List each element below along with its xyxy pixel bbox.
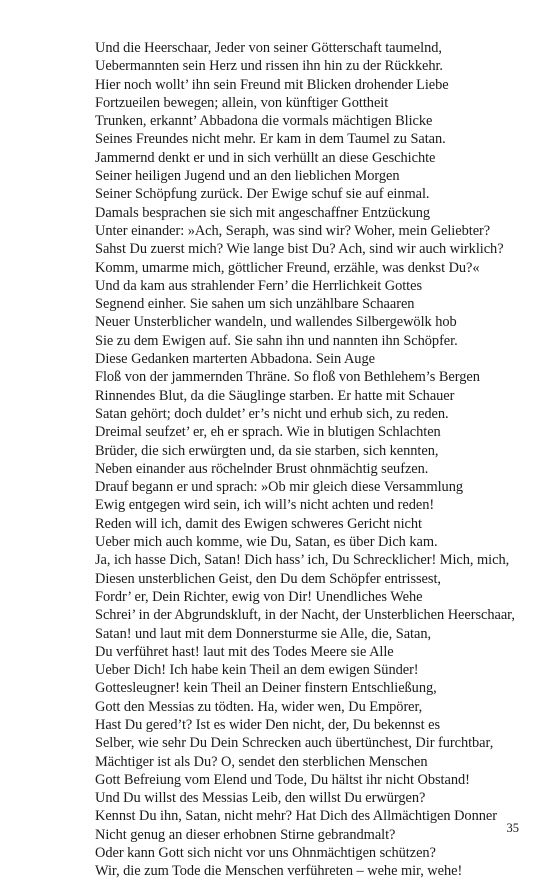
verse-line: Wir, die zum Tode die Menschen verführeten – wehe mir, wehe! [95, 863, 463, 880]
verse-line: Damals besprachen sie sich mit angeschaffner Entzückung [95, 204, 431, 221]
verse-line: Sahst Du zuerst mich? Wie lange bist Du? Ach, sind wir auch wirklich? [95, 241, 504, 258]
verse-line: Segnend einher. Sie sahen um sich unzählbare Schaaren [95, 296, 415, 313]
verse-line: Fortzueilen bewegen; allein, von künftiger Gottheit [95, 94, 389, 111]
verse-line: Satan! und laut mit dem Donnersturme sie Alle, die, Satan, [95, 625, 432, 642]
verse-line: Rinnendes Blut, da die Säuglinge starben. Er hatte mit Schauer [95, 387, 455, 404]
verse-line: Schrei’ in der Abgrundskluft, in der Nacht, der Unsterblichen Heerschaar, [95, 607, 515, 624]
verse-line: Drauf begann er und sprach: »Ob mir gleich diese Versammlung [95, 479, 463, 496]
verse-line: Gott Befreiung vom Elend und Tode, Du hältst ihr nicht Obstand! [95, 771, 470, 788]
verse-line: Fordr’ er, Dein Richter, ewig von Dir! Unendliches Wehe [95, 588, 423, 605]
verse-line: Ueber mich auch komme, wie Du, Satan, es über Dich kam. [95, 534, 438, 551]
verse-text-block [95, 39, 535, 881]
verse-line: Ja, ich hasse Dich, Satan! Dich hass’ ich, Du Schrecklicher! Mich, mich, [95, 552, 510, 569]
verse-line: Diesen unsterblichen Geist, den Du dem Schöpfer entrissest, [95, 570, 441, 587]
verse-line: Du verführet hast! laut mit des Todes Meere sie Alle [95, 643, 394, 660]
verse-line: Brüder, die sich erwürgten und, da sie starben, sich kennten, [95, 442, 439, 459]
verse-line: Unter einander: »Ach, Seraph, was sind wir? Woher, mein Geliebter? [95, 222, 491, 239]
verse-line: Seines Freundes nicht mehr. Er kam in dem Taumel zu Satan. [95, 131, 446, 148]
verse-line: Hast Du gered’t? Ist es wider Den nicht, der, Du bekennst es [95, 716, 441, 733]
verse-line: Nicht genug an dieser erhobnen Stirne gebrandmalt? [95, 826, 396, 843]
verse-line: Jammernd denkt er und in sich verhüllt an diese Geschichte [95, 149, 436, 166]
verse-line: Gottesleugner! kein Theil an Deiner finstern Entschließung, [95, 680, 437, 697]
verse-line: Gott den Messias zu tödten. Ha, wider wen, Du Empörer, [95, 698, 423, 715]
verse-line: Seiner heiligen Jugend und an den lieblichen Morgen [95, 168, 400, 185]
verse-line: Neben einander aus röchelnder Brust ohnmächtig seufzen. [95, 460, 429, 477]
verse-line: Satan gehört; doch duldet’ er’s nicht und erhub sich, zu reden. [95, 405, 449, 422]
verse-line: Floß von der jammernden Thräne. So floß von Bethlehem’s Bergen [95, 369, 480, 386]
verse-line: Komm, umarme mich, göttlicher Freund, erzähle, was denkst Du?« [95, 259, 480, 276]
verse-line: Oder kann Gott sich nicht vor uns Ohnmächtigen schützen? [95, 845, 436, 862]
verse-line: Ueber Dich! Ich habe kein Theil an dem ewigen Sünder! [95, 662, 419, 679]
verse-line: Und Du willst des Messias Leib, den willst Du erwürgen? [95, 790, 426, 807]
verse-line: Neuer Unsterblicher wandeln, und wallendes Silbergewölk hob [95, 314, 457, 331]
verse-line: Seiner Schöpfung zurück. Der Ewige schuf sie auf einmal. [95, 186, 430, 203]
verse-line: Dreimal seufzet’ er, eh er sprach. Wie in blutigen Schlachten [95, 424, 441, 441]
verse-line: Kennst Du ihn, Satan, nicht mehr? Hat Dich des Allmächtigen Donner [95, 808, 497, 825]
verse-line: Diese Gedanken marterten Abbadona. Sein Auge [95, 351, 375, 368]
page-number: 35 [506, 821, 519, 835]
verse-line: Trunken, erkannt’ Abbadona die vormals mächtigen Blicke [95, 113, 433, 130]
verse-line: Mächtiger ist als Du? O, sendet den sterblichen Menschen [95, 753, 428, 770]
verse-line: Uebermannten sein Herz und rissen ihn hin zu der Rückkehr. [95, 58, 443, 75]
verse-line: Ewig entgegen wird sein, ich will’s nicht achten und reden! [95, 497, 435, 514]
verse-line: Reden will ich, damit des Ewigen schweres Gericht nicht [95, 515, 422, 532]
verse-line: Hier noch wollt’ ihn sein Freund mit Blicken drohender Liebe [95, 76, 449, 93]
verse-line: Selber, wie sehr Du Dein Schrecken auch übertünchest, Dir furchtbar, [95, 735, 494, 752]
verse-line: Sie zu dem Ewigen auf. Sie sahn ihn und nannten ihn Schöpfer. [95, 332, 458, 349]
verse-line: Und da kam aus strahlender Fern’ die Herrlichkeit Gottes [95, 277, 423, 294]
verse-line: Und die Heerschaar, Jeder von seiner Götterschaft taumelnd, [95, 40, 442, 56]
